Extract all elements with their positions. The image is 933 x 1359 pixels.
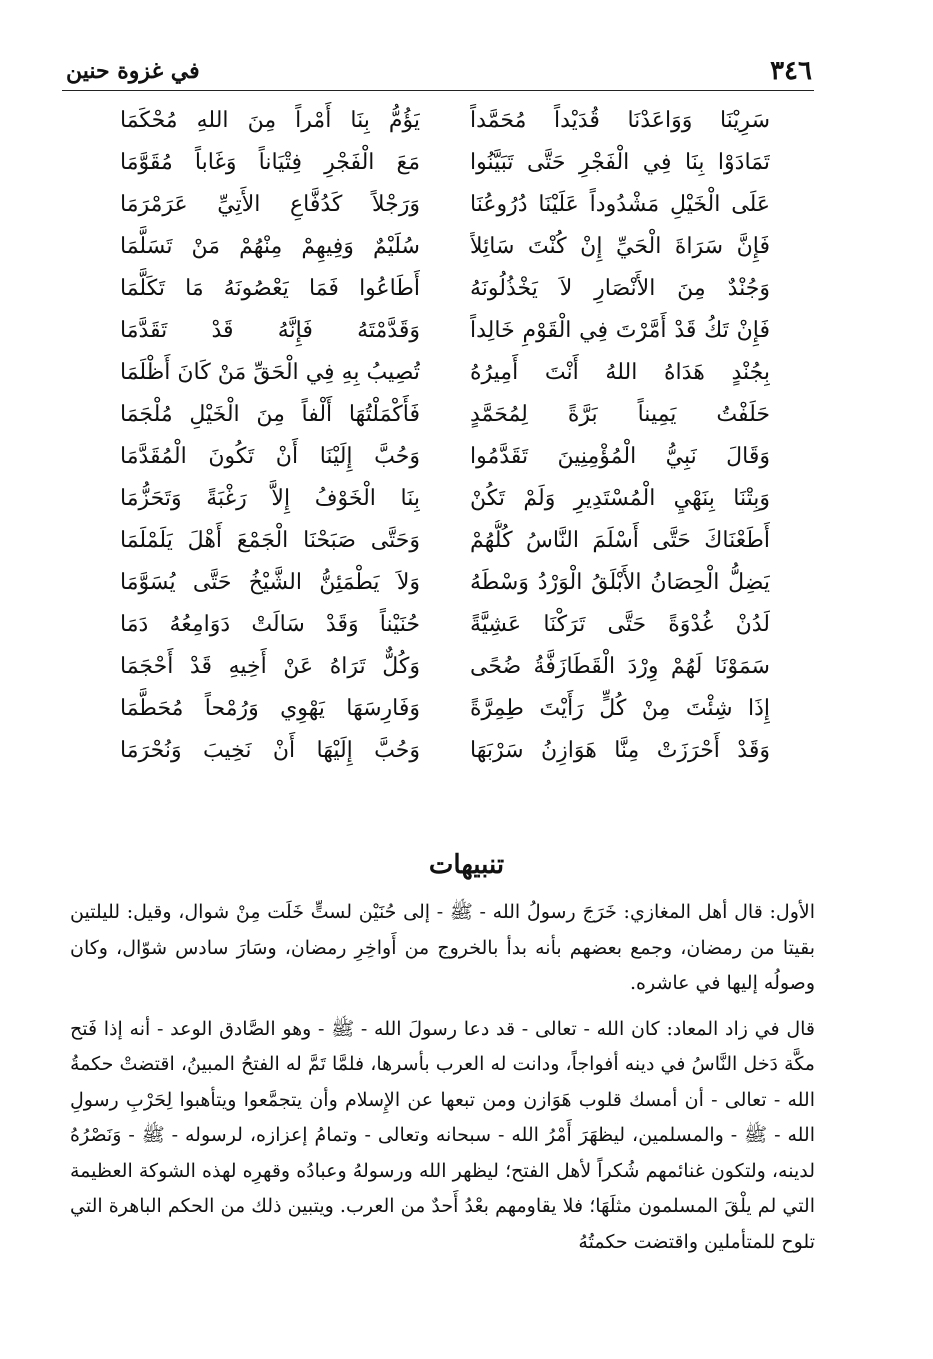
verse-second-half: أَطَاعُوا فَمَا يَعْصُونَهُ مَا تَكَلَّمَا bbox=[120, 276, 420, 301]
verse bbox=[120, 352, 770, 394]
verse bbox=[120, 730, 770, 772]
body-text bbox=[70, 895, 815, 1270]
verse-second-half: تُصِيبُ بِهِ فِي الْحَقِّ مَنْ كَانَ أَظْلَمَا bbox=[120, 360, 420, 385]
page-number: ٣٤٦ bbox=[770, 56, 812, 86]
verse-second-half: وَرَجْلاً كَدُفَّاعِ الأَتِيِّ عَرَمْرَمَا bbox=[120, 192, 420, 217]
verse-second-half: بِنَا الْخَوْفُ إِلاَّ رَغْبَةً وَتَحَزُّمَا bbox=[120, 486, 420, 511]
paragraph: الأول: قال أهل المغازي: خَرَجَ رسولُ الله - ﷺ - إلى حُنَيْن لستٍّ خَلَت مِنْ شوال، وقيل: لليلتين بقيتا من رمضان، وجمع بعضهم بأنه بدأ بالخروج من أَواخِرِ رمضان، وسَارَ سادس شوّال، وكان وصولُه إليها في عاشره. bbox=[70, 901, 815, 994]
verse-second-half: وَحَتَّى صَبَحْنَا الْجَمْعَ أَهْلَ يَلَمْلَمَا bbox=[120, 528, 420, 553]
verse bbox=[120, 226, 770, 268]
poem bbox=[120, 100, 770, 772]
verse-first-half: سَرِيْنَا وَوَاعَدْنَا قُدَيْداً مُحَمَّداً bbox=[470, 108, 770, 133]
verse bbox=[120, 562, 770, 604]
verse-second-half: وَحُبَّ إِلَيْهَا أَنْ نَخِيبَ وَنُحْرَمَا bbox=[120, 738, 420, 763]
verse-first-half: وَقَدْ أَحْرَزَتْ مِنَّا هَوَازِنُ سَرْبَهَا bbox=[470, 738, 770, 763]
verse-first-half: تَمَادَوْا بِنَا فِي الْفَجْرِ حَتَّى تَبَيَّنُوا bbox=[470, 150, 770, 175]
verse bbox=[120, 394, 770, 436]
verse-first-half: وَقَالَ نَبِيُّ الْمُؤْمِنِينَ تَقَدَّمُوا bbox=[470, 444, 770, 469]
verse-first-half: عَلَى الْخَيْلِ مَشْدُوداً عَلَيْنَا دُرُوعُنَا bbox=[470, 192, 770, 217]
verse-first-half: بِجُنْدٍ هَدَاهُ اللهُ أَنْتَ أَمِيرُهُ bbox=[470, 360, 770, 385]
verse bbox=[120, 142, 770, 184]
verse bbox=[120, 436, 770, 478]
verse bbox=[120, 310, 770, 352]
verse-second-half: وَفَارِسَهَا يَهْوِي وَرُمْحاً مُحَطَّمَا bbox=[120, 696, 420, 721]
paragraph: قال في زاد المعاد: كان الله - تعالى - قد دعا رسولَ الله - ﷺ - وهو الصَّادق الوعد - أنه إذا فَتح مكَّة دَخل النَّاسُ في دينه أفواجاً، ودانت له العرب بأسرها، فلمَّا تَمَّ له الفتحُ المبينُ، اقتضتْ حكمةُ الله - تعالى - أن أمسك قلوب هَوَازن ومن تبعها عن الإِسلام وأن يتجمَّعوا ويتأهبوا لِحَرْبِ رسولِ الله - ﷺ - والمسلمين، ليظهَرَ أَمْرُ الله - سبحانه وتعالى - وتمامُ إعزازه، لرسوله - ﷺ - وَنَصْرُهُ لدينه، ولتكون غنائمهم شُكراً لأهل الفتح؛ ليظهر الله ورسولهُ وعبادُه وقهرِه لهذه الشوكة العظيمة التي لم يلْقَ المسلمون مثلَهَا؛ فلا يقاومهم بعْدُ أَحدٌ من العرب. ويتبين ذلك من الحكم الباهرة التي تلوح للمتأملين واقتضت حكمتُهُ bbox=[70, 1017, 816, 1253]
verse bbox=[120, 604, 770, 646]
verse-second-half: حُنَيْناً وَقَدْ سَالَتْ دَوَامِعُهُ دَمَا bbox=[120, 612, 420, 637]
verse bbox=[120, 688, 770, 730]
section-title: تنبيهات bbox=[428, 850, 505, 880]
verse-second-half: يَؤُمُّ بِنَا أَمْراً مِنَ اللهِ مُحْكَمَا bbox=[120, 108, 420, 133]
verse bbox=[120, 100, 770, 142]
verse bbox=[120, 478, 770, 520]
page-header bbox=[62, 52, 814, 91]
verse-second-half: مَعَ الْفَجْرِ فِتْيَاناً وَغَاباً مُقَوَّمَا bbox=[120, 150, 420, 175]
verse bbox=[120, 184, 770, 226]
verse-first-half: إِذَا شِئْتَ مِنْ كُلٍّ رَأَيْتَ طِمِرَّةً bbox=[470, 696, 770, 721]
verse-second-half: وَقَدَّمْتَهُ فَإِنَّهُ قَدْ تَقَدَّمَا bbox=[120, 318, 420, 343]
verse bbox=[120, 520, 770, 562]
verse-first-half: أَطَعْنَاكَ حَتَّى أَسْلَمَ النَّاسُ كُلُّهُمْ bbox=[470, 528, 770, 553]
verse-second-half: وَلاَ يَطْمَئِنُّ الشَّيْخُ حَتَّى يُسَوَّمَا bbox=[120, 570, 420, 595]
verse bbox=[120, 268, 770, 310]
running-title: في غزوة حنين bbox=[66, 58, 200, 84]
verse-first-half: فَإِنَّ سَرَاةَ الْحَيِّ إِنْ كُنْتَ سَائِلاً bbox=[470, 234, 770, 259]
verse-first-half: سَمَوْنَا لَهُمْ وِرْدَ الْقَطَازَفَّةُ ضُحًى bbox=[470, 654, 770, 679]
verse-first-half: لَدُنْ غُدْوَةً حَتَّى تَرَكْنَا عَشِيَّةً bbox=[470, 612, 770, 637]
verse-second-half: فَأَكْمَلْتُهَا أَلْفاً مِنَ الْخَيْلِ مُلْجَمَا bbox=[120, 402, 420, 427]
verse-second-half: وَحُبَّ إِلَيْنَا أَنْ تَكُونَ الْمُقَدَّمَا bbox=[120, 444, 420, 469]
verse-first-half: يَضِلُّ الْحِصَانُ الأَبْلَقُ الْوَرْدُ وَسْطَهُ bbox=[470, 570, 770, 595]
verse-first-half: فَإِنْ تَكُ قَدْ أَمَّرْتَ فِي الْقَوْمِ خَالِداً bbox=[470, 318, 770, 343]
verse-first-half: حَلَفْتُ يَمِيناً بَرَّةً لِمُحَمَّدٍ bbox=[470, 402, 770, 427]
verse-second-half: سُلَيْمٌ وَفِيهِمْ مِنْهُمْ مَنْ تَسَلَّمَا bbox=[120, 234, 420, 259]
verse-second-half: وَكُلٌّ تَرَاهُ عَنْ أَخِيهِ قَدْ أَحْجَمَا bbox=[120, 654, 420, 679]
verse-first-half: وَبِتْنَا بِنَهْيِ الْمُسْتَدِيرِ وَلَمْ تَكُنْ bbox=[470, 486, 770, 511]
verse bbox=[120, 646, 770, 688]
verse-first-half: وَجُنْدٌ مِنَ الأَنْصَارِ لاَ يَخْذُلُونَهُ bbox=[470, 276, 770, 301]
